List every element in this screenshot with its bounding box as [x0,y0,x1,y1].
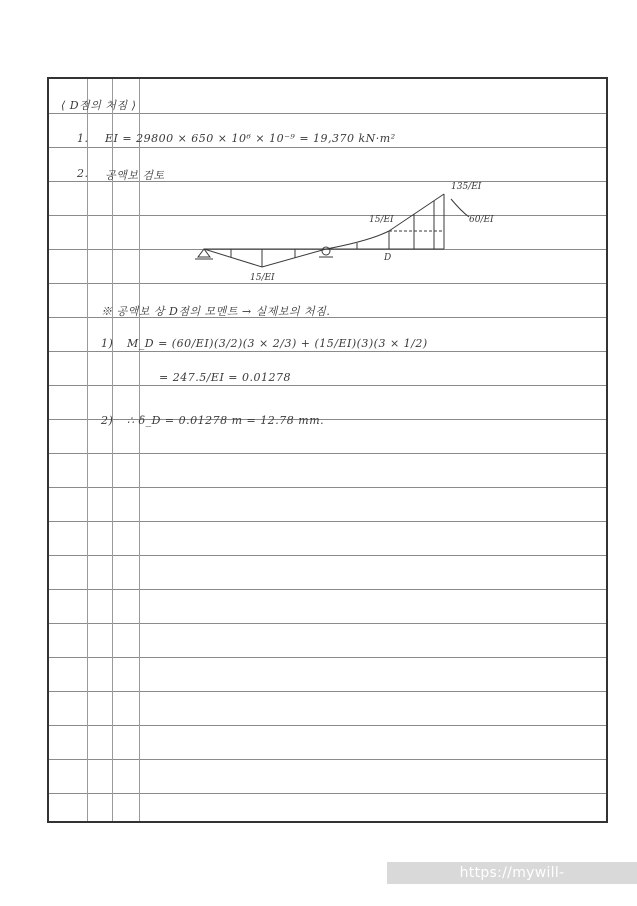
note-line: ※ 공액보 상 D점의 모멘트 → 실제보의 처짐. [101,305,331,318]
ei-calculation: EI = 29800 × 650 × 10⁶ × 10⁻⁹ = 19,370 kN·m² [105,132,396,145]
label-top: 135/EI [451,182,482,192]
negative-load-triangle [204,249,326,267]
step-1-number: 1. [77,132,89,145]
moment-formula: M_D = (60/EI)(3/2)(3 × 2/3) + (15/EI)(3)(3 × 1/2) [127,337,428,350]
calc-1-number: 1) [101,337,114,350]
page-title: ⟨ D점의 처짐 ⟩ [61,99,137,112]
label-mid: 15/EI [369,215,394,225]
label-right: 60/EI [469,215,494,225]
moment-result: = 247.5/EI = 0.01278 [159,371,291,384]
deflection-result: ∴ δ_D = 0.01278 m = 12.78 mm. [127,414,325,427]
step-2-heading: 공액보 검토 [105,169,165,182]
conjugate-beam-diagram [49,79,608,823]
rectangle-pointer [451,199,469,217]
notebook-page [47,77,608,823]
calc-2-number: 2) [101,414,114,427]
point-d-label: D [384,253,392,263]
watermark: https://mywill-engineer.tistory.com [387,862,637,884]
label-bottom: 15/EI [250,273,275,283]
step-2-number: 2. [77,167,89,180]
